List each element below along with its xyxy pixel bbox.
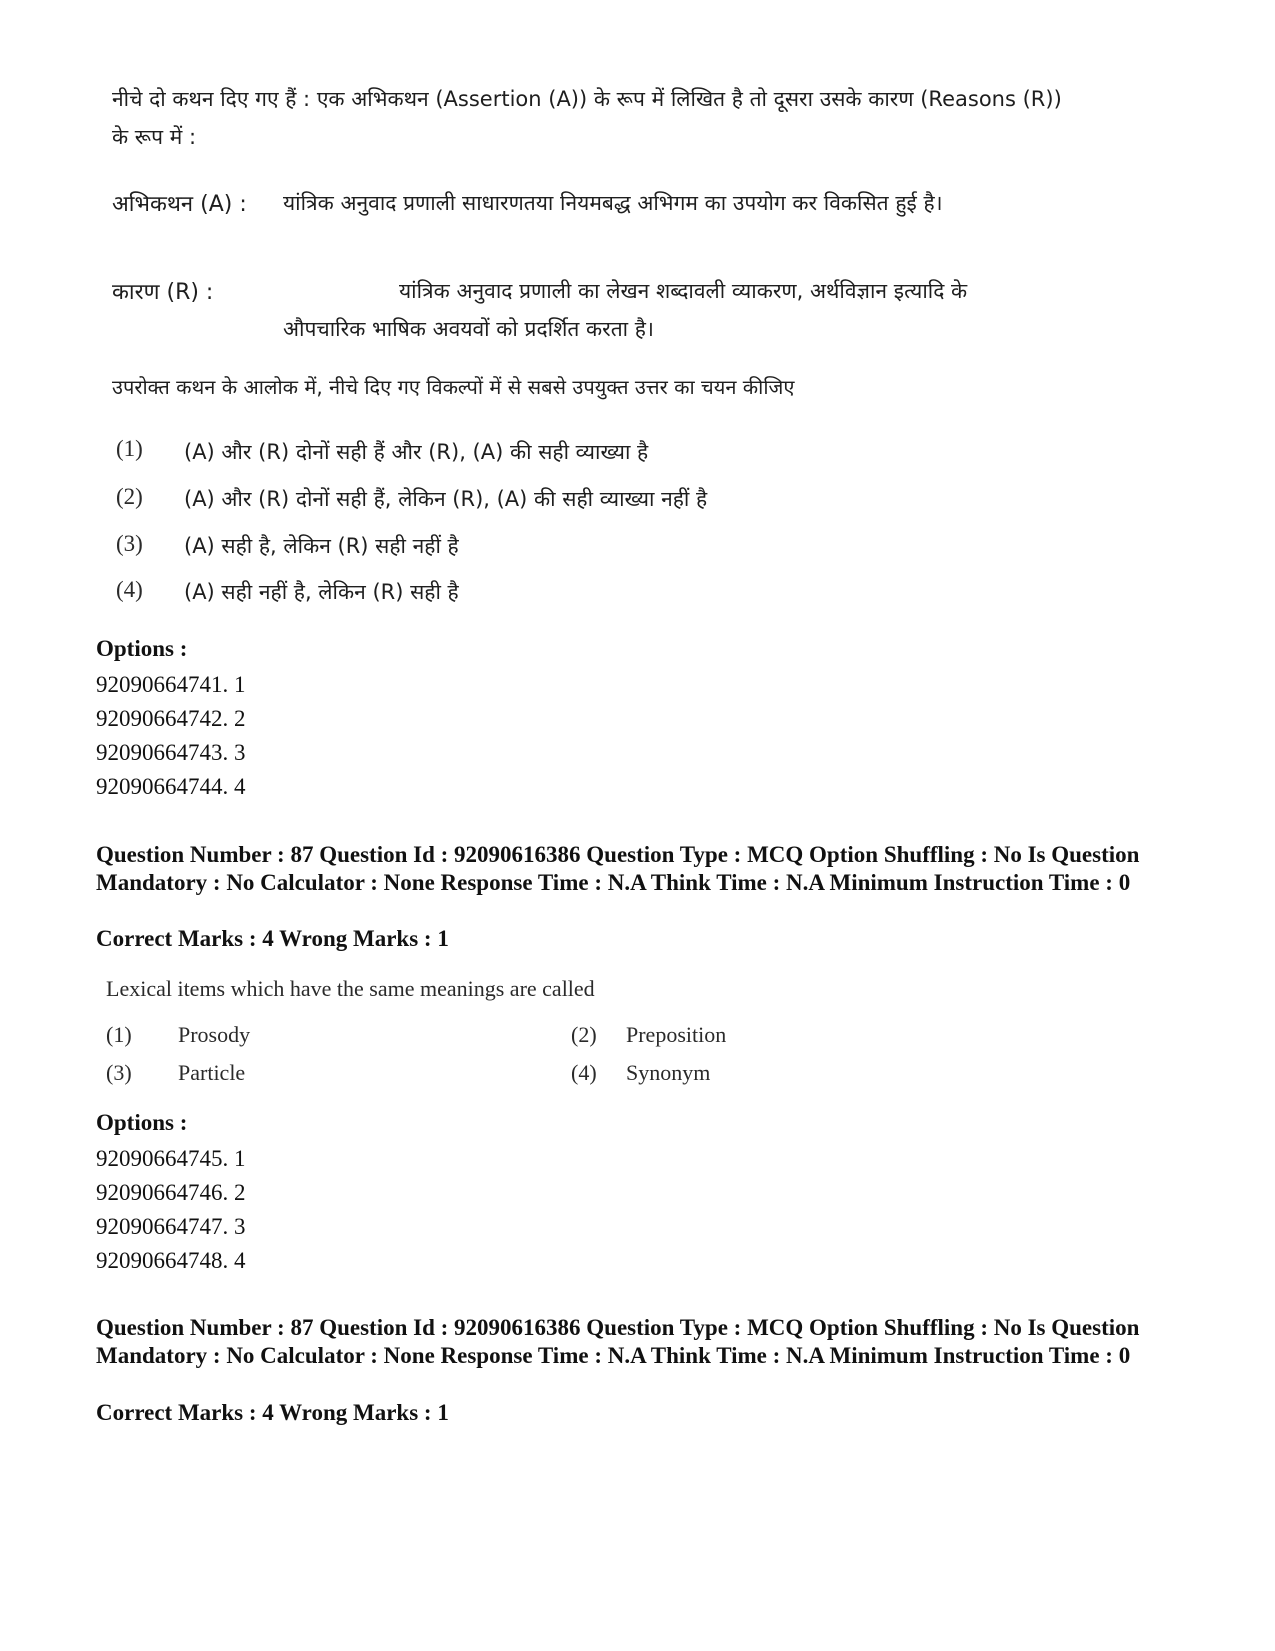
q87-repeat-meta: Question Number : 87 Question Id : 92090616386 Question Type : MCQ Option Shuffling : No Is Question Mandatory : No Calculator : None Response Time : N.A Think Time : N.A Minimum Instruction Time : 0 (96, 1315, 1140, 1368)
q87-choice-4-text: Synonym (626, 1060, 711, 1085)
q87-choice-3-text: Particle (178, 1060, 246, 1085)
q86-intro: नीचे दो कथन दिए गए हैं : एक अभिकथन (Assertion (A)) के रूप में लिखित है तो दूसरा उसके कारण (Reasons (R)) के रूप में : (112, 87, 1062, 149)
option-line: 92090664748. 4 (96, 1248, 246, 1273)
assertion-label: अभिकथन (A) : (112, 192, 247, 217)
q87-question: Lexical items which have the same meanings are called (106, 976, 595, 1001)
q87-choice-2-number: (2) (571, 1022, 597, 1047)
choice-number: (2) (116, 484, 143, 509)
q86-choice-4 (116, 577, 143, 603)
q86-choice-3 (116, 531, 143, 557)
q87-choice-4-number: (4) (571, 1060, 597, 1085)
option-line: 92090664745. 1 (96, 1146, 246, 1171)
q87-options-heading: Options : (96, 1110, 188, 1135)
q86-choice-2-text: (A) और (R) दोनों सही हैं, लेकिन (R), (A) की सही व्याख्या नहीं है (184, 487, 708, 511)
q86-options-heading: Options : (96, 636, 188, 661)
choice-number: (4) (116, 577, 143, 602)
option-line: 92090664742. 2 (96, 706, 246, 731)
q87-choice-1-text: Prosody (178, 1022, 251, 1047)
q87-choice-2-text: Preposition (626, 1022, 727, 1047)
reason-text: यांत्रिक अनुवाद प्रणाली का लेखन शब्दावली व्याकरण, अर्थविज्ञान इत्यादि के औपचारिक भाषिक अवयवों को प्रदर्शित करता है। (283, 279, 968, 341)
option-line: 92090664746. 2 (96, 1180, 246, 1205)
q86-choice-4-text: (A) सही नहीं है, लेकिन (R) सही है (184, 580, 459, 604)
option-line: 92090664747. 3 (96, 1214, 246, 1239)
q87-choice-3-number: (3) (106, 1060, 132, 1085)
option-line: 92090664743. 3 (96, 740, 246, 765)
q87-marks: Correct Marks : 4 Wrong Marks : 1 (96, 926, 449, 951)
q86-choice-1-text: (A) और (R) दोनों सही हैं और (R), (A) की सही व्याख्या है (184, 440, 649, 464)
q87-meta: Question Number : 87 Question Id : 92090616386 Question Type : MCQ Option Shuffling : No Is Question Mandatory : No Calculator : None Response Time : N.A Think Time : N.A Minimum Instruction Time : 0 (96, 842, 1140, 895)
q86-choice-2 (116, 484, 143, 510)
q86-instruction: उपरोक्त कथन के आलोक में, नीचे दिए गए विकल्पों में से सबसे उपयुक्त उत्तर का चयन कीजिए (112, 375, 795, 399)
q86-choice-3-text: (A) सही है, लेकिन (R) सही नहीं है (184, 534, 459, 558)
q87-options-list (96, 1142, 246, 1278)
reason-label: कारण (R) : (112, 280, 214, 305)
option-line: 92090664744. 4 (96, 774, 246, 799)
q86-options-list (96, 668, 246, 804)
option-line: 92090664741. 1 (96, 672, 246, 697)
choice-number: (1) (116, 436, 143, 461)
assertion-text: यांत्रिक अनुवाद प्रणाली साधारणतया नियमबद्ध अभिगम का उपयोग कर विकसित हुई है। (283, 191, 943, 215)
q87-choice-1-number: (1) (106, 1022, 132, 1047)
choice-number: (3) (116, 531, 143, 556)
q86-choice-1 (116, 436, 143, 462)
q87-repeat-marks: Correct Marks : 4 Wrong Marks : 1 (96, 1400, 449, 1425)
